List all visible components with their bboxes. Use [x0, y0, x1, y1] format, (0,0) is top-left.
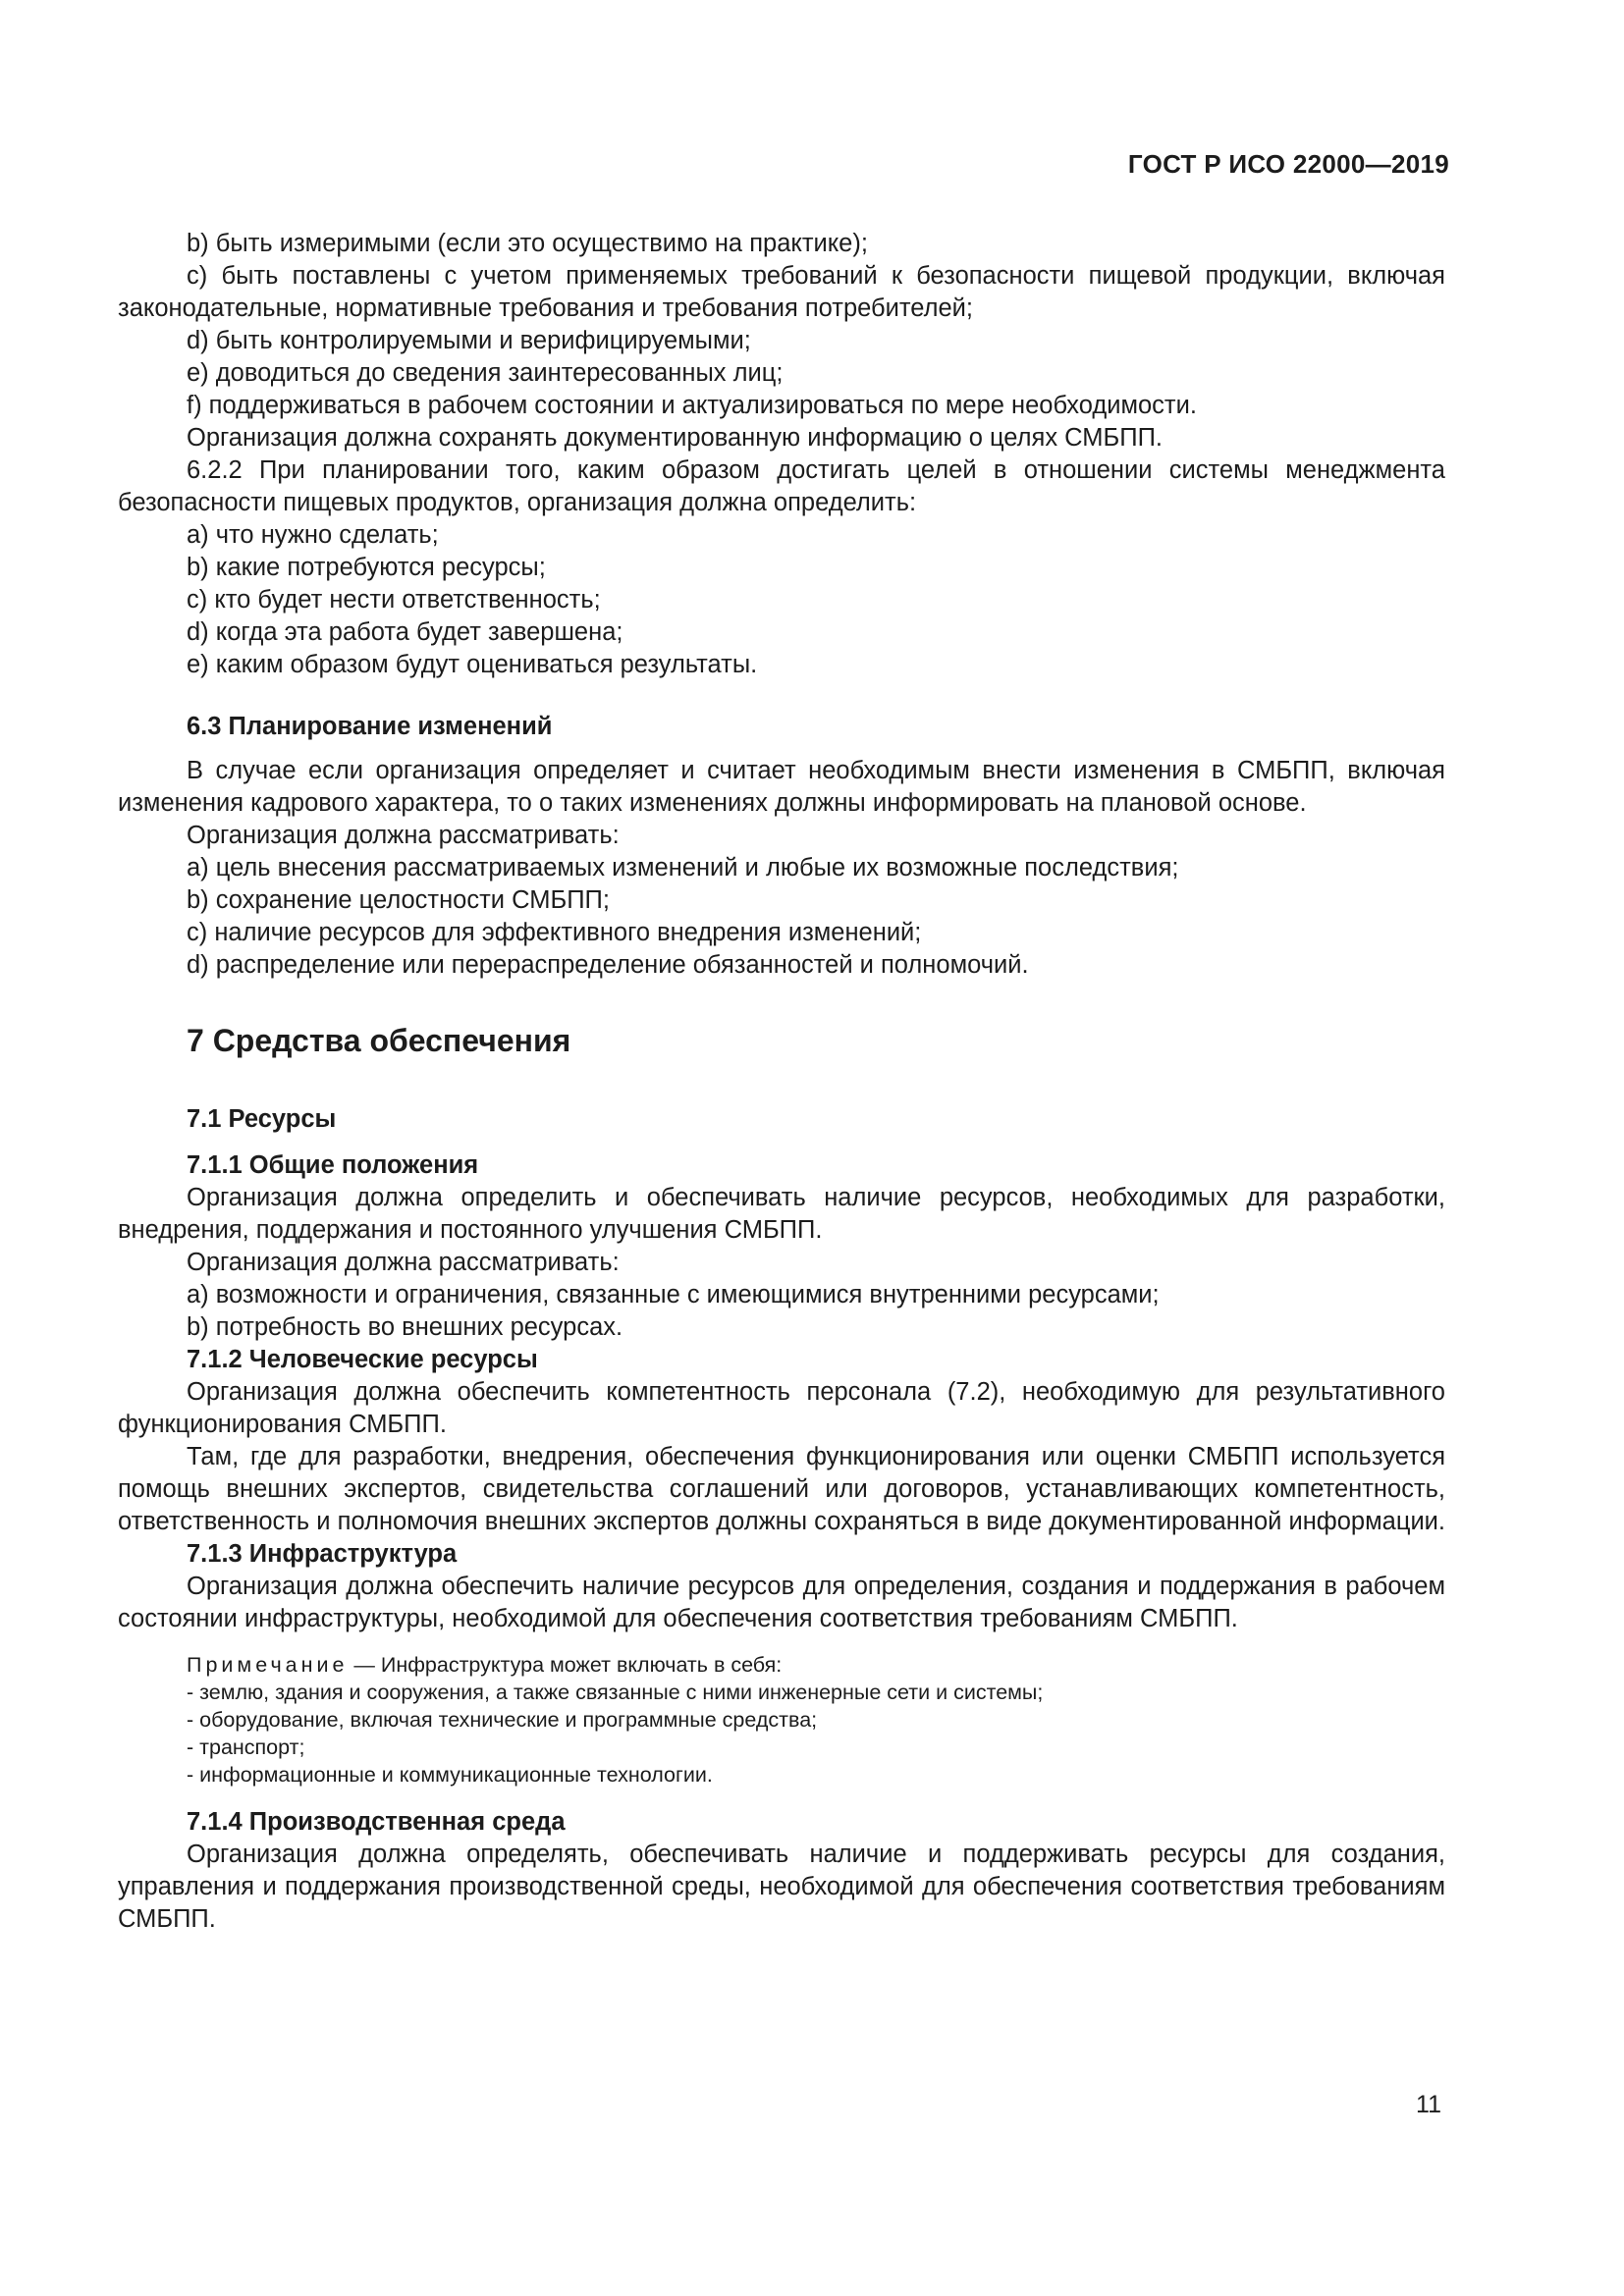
- list-item: b) быть измеримыми (если это осуществимо на практике);: [187, 230, 868, 257]
- list-item: b) потребность во внешних ресурсах.: [187, 1313, 623, 1341]
- paragraph: Организация должна определять, обеспечивать наличие и поддерживать ресурсы для создания, управления и поддержания производственной среды, необходимой для обеспечения соответствия требованиям СМБПП.: [118, 1841, 1445, 1933]
- section-heading-7-1-2: 7.1.2 Человеческие ресурсы: [187, 1346, 538, 1373]
- paragraph: Организация должна рассматривать:: [187, 1249, 620, 1276]
- list-item: d) быть контролируемыми и верифицируемыми;: [187, 327, 751, 354]
- section-heading-7-1: 7.1 Ресурсы: [187, 1105, 337, 1133]
- paragraph: Организация должна сохранять документированную информацию о целях СМБПП.: [187, 424, 1164, 452]
- section-heading-7-1-1: 7.1.1 Общие положения: [187, 1151, 479, 1179]
- list-item: e) каким образом будут оцениваться результаты.: [187, 651, 758, 678]
- paragraph: Там, где для разработки, внедрения, обеспечения функционирования или оценки СМБПП используется помощь внешних экспертов, свидетельства соглашений или договоров, устанавливающих компетентность, ответственность и полномочия внешних экспертов должны сохраняться в виде документированной информации.: [118, 1443, 1446, 1535]
- list-item: f) поддерживаться в рабочем состоянии и актуализироваться по мере необходимости.: [187, 392, 1197, 419]
- paragraph: 6.2.2 При планировании того, каким образом достигать целей в отношении системы менеджмента безопасности пищевых продуктов, организация должна определить:: [118, 456, 1445, 516]
- note-item: - оборудование, включая технические и программные средства;: [187, 1708, 818, 1732]
- section-7-1-4-body: [118, 1839, 1445, 1936]
- section-heading-7-1-3: 7.1.3 Инфраструктура: [187, 1540, 458, 1568]
- list-item: b) сохранение целостности СМБПП;: [187, 886, 610, 914]
- note-intro: — Инфраструктура может включать в себя:: [348, 1653, 783, 1677]
- list-item: e) доводиться до сведения заинтересованных лиц;: [187, 359, 784, 387]
- list-item: b) какие потребуются ресурсы;: [187, 554, 546, 581]
- section-6-3-body: [118, 755, 1445, 982]
- document-header: ГОСТ Р ИСО 22000—2019: [1127, 149, 1449, 179]
- paragraph: В случае если организация определяет и считает необходимым внести изменения в СМБПП, включая изменения кадрового характера, то о таких изменениях должны информировать на плановой основе.: [118, 757, 1445, 817]
- list-item: c) быть поставлены с учетом применяемых требований к безопасности пищевой продукции, включая законодательные, нормативные требования и требования потребителей;: [118, 262, 1445, 322]
- paragraph: Организация должна определить и обеспечивать наличие ресурсов, необходимых для разработки, внедрения, поддержания и постоянного улучшения СМБПП.: [118, 1184, 1445, 1244]
- page-content: [118, 228, 1445, 1936]
- list-item: c) кто будет нести ответственность;: [187, 586, 601, 614]
- note-heading: [118, 1651, 1445, 1679]
- paragraph: Организация должна рассматривать:: [187, 822, 620, 849]
- note-label: Примечание: [187, 1653, 349, 1677]
- section-heading-7: 7 Средства обеспечения: [187, 1023, 571, 1058]
- list-item: d) распределение или перераспределение обязанностей и полномочий.: [187, 951, 1029, 979]
- list-item: a) возможности и ограничения, связанные с имеющимися внутренними ресурсами;: [187, 1281, 1160, 1308]
- section-7-1-2-body: [118, 1376, 1445, 1538]
- paragraph: Организация должна обеспечить наличие ресурсов для определения, создания и поддержания в рабочем состоянии инфраструктуры, необходимой для обеспечения соответствия требованиям СМБПП.: [118, 1573, 1445, 1632]
- note-item: - землю, здания и сооружения, а также связанные с ними инженерные сети и системы;: [187, 1681, 1044, 1704]
- section-7-1-3-body: [118, 1571, 1445, 1635]
- section-heading-7-1-4: 7.1.4 Производственная среда: [187, 1808, 566, 1836]
- section-heading-6-3: 6.3 Планирование изменений: [187, 713, 553, 740]
- note-item: - транспорт;: [187, 1735, 305, 1759]
- page-number: 11: [1416, 2091, 1441, 2118]
- note-item: - информационные и коммуникационные технологии.: [187, 1763, 713, 1787]
- objectives-list: [118, 228, 1445, 681]
- list-item: a) что нужно сделать;: [187, 521, 439, 549]
- list-item: c) наличие ресурсов для эффективного внедрения изменений;: [187, 919, 922, 946]
- list-item: a) цель внесения рассматриваемых изменений и любые их возможные последствия;: [187, 854, 1179, 881]
- paragraph: Организация должна обеспечить компетентность персонала (7.2), необходимую для результативного функционирования СМБПП.: [118, 1378, 1445, 1438]
- infrastructure-note: [118, 1651, 1445, 1789]
- section-7-1-1-body: [118, 1182, 1445, 1344]
- list-item: d) когда эта работа будет завершена;: [187, 618, 623, 646]
